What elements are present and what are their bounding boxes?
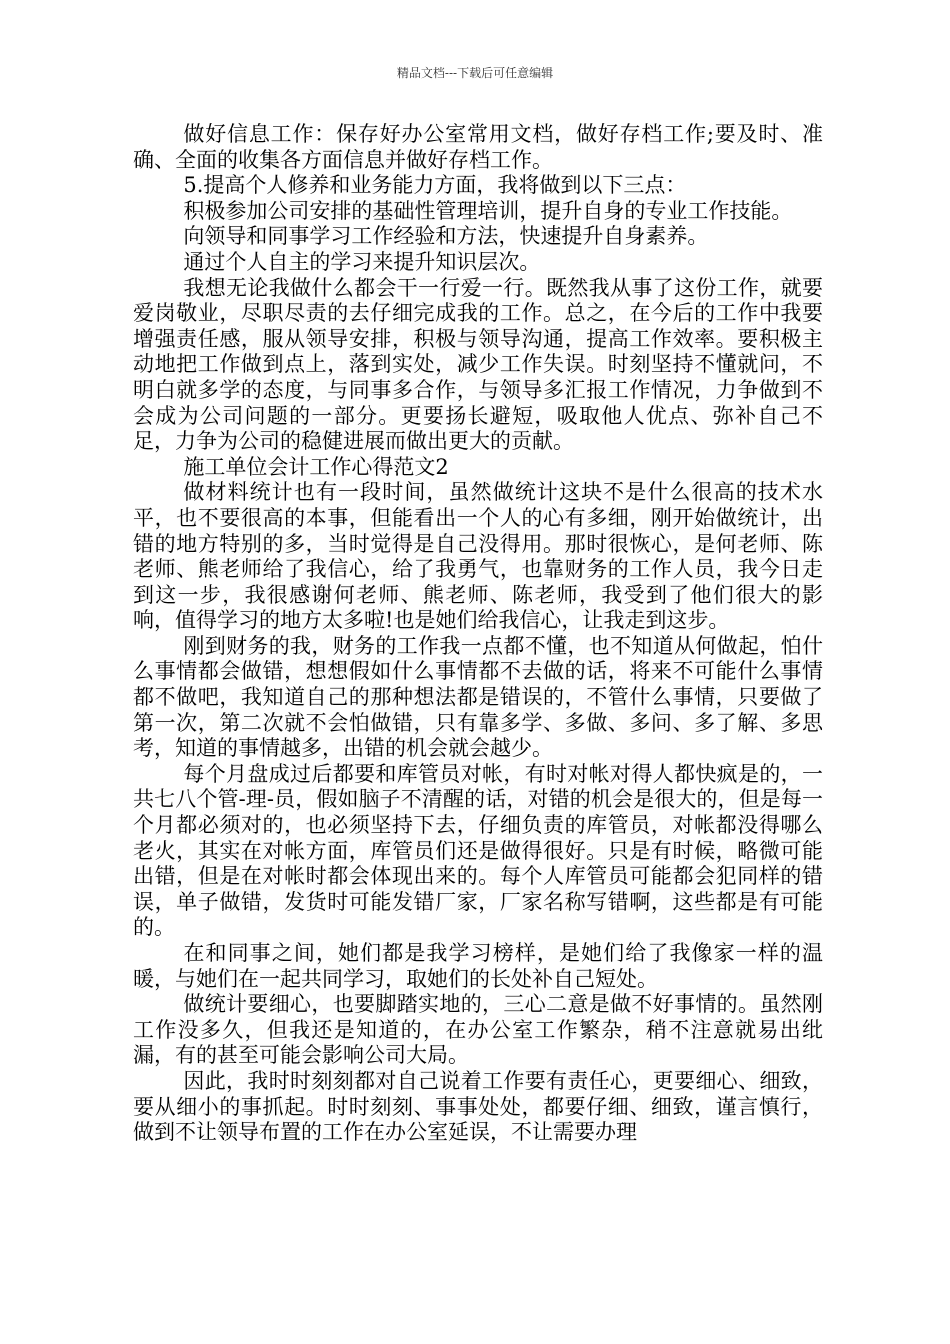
paragraph: 在和同事之间，她们都是我学习榜样，是她们给了我像家一样的温暖，与她们在一起共同学习，取她们的长处补自己短处。 — [133, 941, 823, 991]
paragraph: 通过个人自主的学习来提升知识层次。 — [183, 249, 541, 274]
paragraph: 每个月盘成过后都要和库管员对帐，有时对帐对得人都快疯是的，一共七八个管-理-员，假如脑子不清醒的话，对错的机会是很大的，但是每一个月都必须对的，也必须坚持下去，仔细负责的库管员，对帐都没得哪么老火，其实在对帐方面，库管员们还是做得很好。只是有时候，略微可能出错，但是在对帐时都会体现出来的。每个人库管员可能都会犯同样的错误，单子做错，发货时可能发错厂家，厂家名称写错啊，这些都是有可能的。 — [133, 761, 823, 940]
paragraph: 因此，我时时刻刻都对自己说着工作要有责任心，更要细心、细致，要从细小的事抓起。时时刻刻、事事处处，都要仔细、细致，谨言慎行，做到不让领导布置的工作在办公室延误，不让需要办理 — [133, 1068, 823, 1145]
paragraph: 做好信息工作：保存好办公室常用文档，做好存档工作;要及时、准确、全面的收集各方面信息并做好存档工作。 — [133, 122, 823, 172]
paragraph: 做统计要细心，也要脚踏实地的，三心二意是做不好事情的。虽然刚工作没多久，但我还是知道的，在办公室工作繁杂，稍不注意就易出纰漏，有的甚至可能会影响公司大局。 — [133, 992, 823, 1068]
paragraph: 我想无论我做什么都会干一行爱一行。既然我从事了这份工作，就要爱岗敬业，尽职尽责的去仔细完成我的工作。总之，在今后的工作中我要增强责任感，服从领导安排，积极与领导沟通，提高工作效率。要积极主动地把工作做到点上，落到实处，减少工作失误。时刻坚持不懂就问，不明白就多学的态度，与同事多合作，与领导多汇报工作情况，力争做到不会成为公司问题的一部分。更要扬长避短，吸取他人优点、弥补自己不足，力争为公司的稳健进展而做出更大的贡献。 — [133, 275, 823, 454]
document-body — [133, 122, 823, 1146]
paragraph: 5.提高个人修养和业务能力方面，我将做到以下三点： — [183, 173, 687, 198]
paragraph: 积极参加公司安排的基础性管理培训，提升自身的专业工作技能。 — [183, 198, 793, 223]
paragraph: 刚到财务的我，财务的工作我一点都不懂，也不知道从何做起，怕什么事情都会做错，想想假如什么事情都不去做的话，将来不可能什么事情都不做吧，我知道自己的那种想法都是错误的，不管什么事情，只要做了第一次，第二次就不会怕做错，只有靠多学、多做、多问、多了解、多思考，知道的事情越多，出错的机会就会越少。 — [133, 633, 823, 761]
paragraph: 向领导和同事学习工作经验和方法，快速提升自身素养。 — [183, 224, 709, 249]
page-header: 精品文档---下载后可任意编辑 — [396, 66, 554, 80]
section-title: 施工单位会计工作心得范文2 — [183, 454, 449, 479]
paragraph: 做材料统计也有一段时间，虽然做统计这块不是什么很高的技术水平，也不要很高的本事，但能看出一个人的心有多细，刚开始做统计，出错的地方特别的多，当时觉得是自己没得用。那时很恢心，是何老师、陈老师、熊老师给了我信心，给了我勇气，也靠财务的工作人员，我今日走到这一步，我很感谢何老师、熊老师、陈老师，我受到了他们很大的影响，值得学习的地方太多啦!也是她们给我信心，让我走到这步。 — [133, 480, 823, 633]
